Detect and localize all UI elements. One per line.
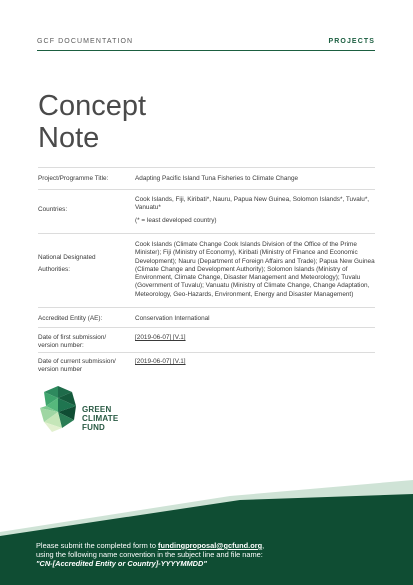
current-submission-value (135, 358, 375, 366)
submission-email-link[interactable]: fundingproposal@gcfund.org (158, 541, 263, 550)
first-submission-label-line-2: version number: (38, 342, 84, 350)
document-type-label: GCF DOCUMENTATION (37, 38, 134, 45)
divider (38, 233, 375, 234)
first-submission-value (135, 334, 375, 342)
logo-text-line-2: CLIMATE (82, 414, 119, 423)
nda-label (38, 254, 128, 275)
nda-label-line-2: Authorities: (38, 266, 70, 274)
divider (38, 167, 375, 168)
current-submission-date-version: [2019-06-07] [V.1] (135, 358, 186, 365)
accredited-entity-label: Accredited Entity (AE): (38, 315, 103, 322)
page-title (38, 90, 146, 154)
nda-value: Cook Islands (Climate Change Cook Islands Division of the Office of the Prime Minister); Fiji (Ministry of Economy), Kiribati (Ministry of Finance and Economic Development); Nauru (Department of Foreign Affairs and Trade); Papua New Guinea (Climate Change and Development Authority); Solomon Islands (Ministry of Environment, Climate Change, Disaster Management and Meteorology); Tuvalu (Government of Tuvalu); Vanuatu (Ministry of Climate Change, Change Adaptation, Meteorology, Geo-Hazards, Environment, Energy and Disaster Management) (135, 241, 375, 298)
nda-label-line-1: National Designated (38, 254, 96, 261)
project-title-value: Adapting Pacific Island Tuna Fisheries to Climate Change (135, 175, 299, 182)
countries-note: (* = least developed country) (135, 216, 217, 224)
title-line-2: Note (38, 122, 100, 154)
gcf-logo-text (82, 405, 118, 432)
countries-value (135, 196, 375, 225)
divider (38, 352, 375, 353)
gcf-logo-icon (38, 386, 78, 434)
instructions-line-2: using the following name convention in the subject line and file name: (36, 550, 263, 559)
current-submission-label-line-1: Date of current submission/ (38, 358, 116, 365)
countries-list: Cook Islands, Fiji, Kiribati*, Nauru, Papua New Guinea, Solomon Islands*, Tuvalu*, Vanuatu* (135, 196, 370, 212)
divider (38, 307, 375, 308)
section-label: PROJECTS (328, 38, 375, 45)
countries-label: Countries: (38, 206, 68, 213)
first-submission-label (38, 334, 128, 351)
instructions-suffix: , (262, 541, 265, 550)
project-title-label: Project/Programme Title: (38, 175, 109, 182)
accredited-entity-value: Conservation International (135, 315, 210, 322)
divider (38, 189, 375, 190)
title-line-1: Concept (38, 90, 147, 122)
header-divider (37, 50, 375, 51)
current-submission-label (38, 358, 128, 375)
footer-background (0, 480, 413, 585)
naming-convention: "CN-[Accredited Entity or Country]-YYYYMMDD" (36, 559, 207, 568)
first-submission-label-line-1: Date of first submission/ (38, 334, 107, 341)
first-submission-date-version: [2019-06-07] [V.1] (135, 334, 186, 341)
instructions-line-1 (36, 541, 376, 550)
instructions-prefix: Please submit the completed form to (36, 541, 159, 550)
logo-text-line-1: GREEN (82, 405, 112, 414)
divider (38, 327, 375, 328)
submission-instructions (36, 541, 376, 568)
current-submission-label-line-2: version number (38, 366, 83, 374)
logo-text-line-3: FUND (82, 423, 106, 432)
